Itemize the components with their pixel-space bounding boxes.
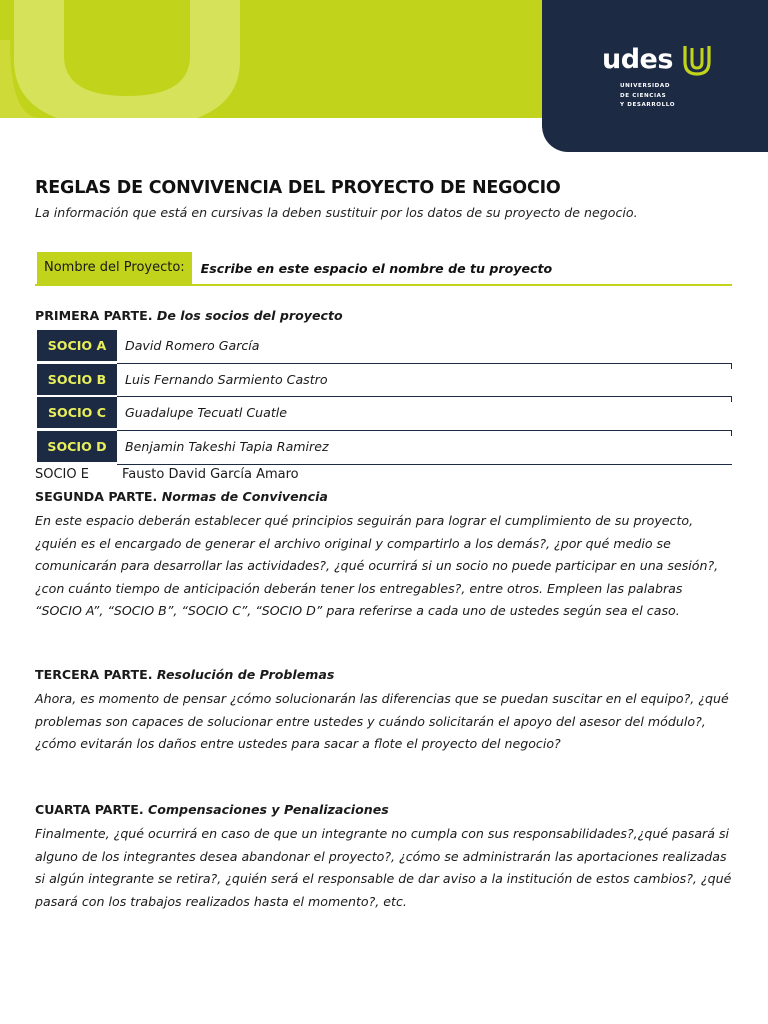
project-name-value[interactable]: Escribe en este espacio el nombre de tu proyecto (200, 260, 553, 276)
socio-name[interactable]: David Romero García (125, 338, 260, 353)
project-name-label: Nombre del Proyecto: (37, 252, 192, 284)
row-divider (117, 430, 732, 431)
decorative-arch-shape (0, 0, 600, 118)
part3-section (35, 666, 732, 756)
socio-name[interactable]: Luis Fernando Sarmiento Castro (125, 371, 328, 387)
logo-sub-line: UNIVERSIDAD (620, 83, 671, 89)
socio-e-name[interactable]: Fausto David García Amaro (122, 467, 299, 482)
row-divider-tick (731, 363, 732, 369)
socio-name[interactable]: Benjamin Takeshi Tapia Ramirez (125, 438, 329, 454)
part2-head: SEGUNDA PARTE. (35, 489, 158, 504)
instructions-text: La información que está en cursivas la deben sustituir por los datos de su proyecto de negocio. (35, 205, 638, 220)
socio-badge: SOCIO D (37, 431, 117, 462)
part4-section (35, 801, 732, 913)
socio-e-label: SOCIO E (35, 467, 89, 482)
logo-subtitle (620, 82, 690, 111)
logo-sub-line: DE CIENCIAS (620, 92, 667, 99)
part2-heading (35, 488, 732, 506)
lime-band (0, 0, 600, 118)
header-banner (0, 0, 768, 152)
part3-head: TERCERA PARTE. (35, 667, 153, 682)
part3-sub: Resolución de Problemas (156, 667, 335, 682)
socio-e-row (35, 466, 299, 484)
part4-heading (35, 801, 732, 819)
row-divider (117, 363, 732, 364)
udes-w-mark-icon (683, 44, 711, 76)
socio-row (37, 431, 732, 462)
socios-table (37, 330, 732, 464)
part4-head: CUARTA PARTE. (35, 802, 144, 817)
part4-body[interactable]: Finalmente, ¿qué ocurrirá en caso de que un integrante no cumpla con sus responsabilidades?,¿qué pasará si alguno de los integrantes desea abandonar el proyecto?, ¿cómo se administrarán las aportaciones realizadas si algún integrante se retira?, ¿quién será el responsable de dar aviso a la institución de estos cambios?, ¿qué pasará con los trabajos realizados hasta el momento?, etc. (35, 826, 732, 909)
logo-sub-line: Y DESARROLLO (620, 102, 676, 108)
logo-text: udes (602, 44, 673, 75)
part3-body[interactable]: Ahora, es momento de pensar ¿cómo solucionarán las diferencias que se puedan suscitar en el equipo?, ¿qué problemas son capaces de solucionar entre ustedes y cuándo solicitarán el apoyo del asesor del módulo?, ¿cómo evitarán los daños entre ustedes para sacar a flote el proyecto del negocio? (35, 691, 729, 751)
row-divider (117, 396, 732, 397)
table-bottom-line (117, 464, 732, 465)
part1-heading (35, 307, 343, 325)
socio-name[interactable]: Guadalupe Tecuatl Cuatle (125, 405, 288, 420)
page-title: REGLAS DE CONVIVENCIA DEL PROYECTO DE NEGOCIO (35, 178, 561, 198)
socio-row (37, 330, 732, 361)
socio-row (37, 397, 732, 428)
part4-sub: Compensaciones y Penalizaciones (148, 802, 389, 817)
row-divider-tick (731, 430, 732, 436)
socio-row (37, 364, 732, 395)
part1-sub: De los socios del proyecto (156, 308, 343, 323)
part3-heading (35, 666, 732, 684)
part2-sub: Normas de Convivencia (161, 489, 328, 504)
socio-badge: SOCIO A (37, 330, 117, 361)
row-divider-tick (731, 396, 732, 402)
logo-panel (542, 0, 768, 152)
project-name-row (35, 252, 732, 286)
document-body (35, 176, 732, 909)
socio-badge: SOCIO C (37, 397, 117, 428)
part2-body[interactable]: En este espacio deberán establecer qué principios seguirán para lograr el cumplimiento de su proyecto, ¿quién es el encargado de generar el archivo original y compartirlo a los demás?, ¿por qué medio se comunicarán para desarrollar las actividades?, ¿qué ocurrirá si un socio no puede participar en una sesión?, ¿con cuánto tiempo de anticipación deberán tener los entregables?, entre otros. Empleen las palabras “SOCIO A”, “SOCIO B”, “SOCIO C”, “SOCIO D” para referirse a cada uno de ustedes según sea el caso. (35, 513, 719, 618)
part2-section (35, 488, 732, 623)
socio-badge: SOCIO B (37, 364, 117, 395)
part1-head: PRIMERA PARTE. (35, 308, 153, 323)
